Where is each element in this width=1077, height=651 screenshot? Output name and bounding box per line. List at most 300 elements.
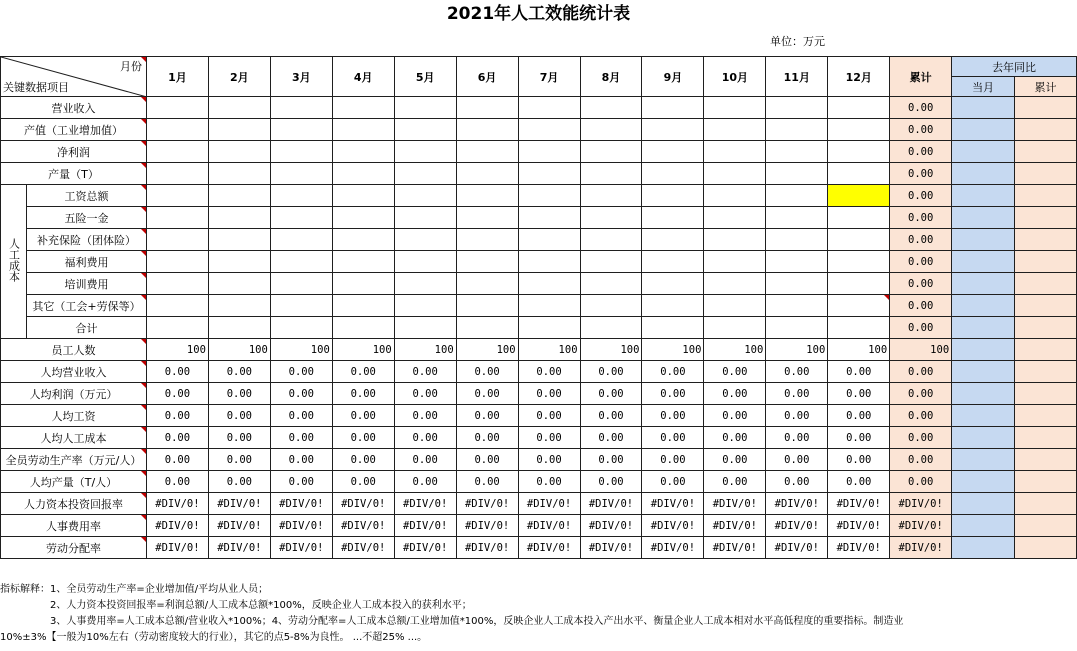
value-cell[interactable] — [642, 273, 704, 295]
value-cell[interactable] — [766, 141, 828, 163]
value-cell[interactable]: 0.00 — [642, 471, 704, 493]
value-cell[interactable] — [642, 317, 704, 339]
value-cell[interactable] — [828, 295, 890, 317]
cumulative-cell[interactable]: 0.00 — [890, 295, 952, 317]
value-cell[interactable]: 0.00 — [766, 449, 828, 471]
value-cell[interactable] — [394, 251, 456, 273]
value-cell[interactable]: 0.00 — [456, 405, 518, 427]
value-cell[interactable]: 0.00 — [704, 361, 766, 383]
cumulative-cell[interactable]: #DIV/0! — [890, 515, 952, 537]
value-cell[interactable]: 0.00 — [394, 383, 456, 405]
value-cell[interactable] — [704, 251, 766, 273]
yoy-month-cell[interactable] — [952, 119, 1015, 141]
cumulative-cell[interactable]: 0.00 — [890, 119, 952, 141]
cumulative-cell[interactable]: 0.00 — [890, 383, 952, 405]
value-cell[interactable] — [456, 229, 518, 251]
month-header[interactable]: 8月 — [580, 57, 642, 97]
value-cell[interactable]: 0.00 — [828, 449, 890, 471]
value-cell[interactable]: 0.00 — [208, 361, 270, 383]
value-cell[interactable]: #DIV/0! — [518, 493, 580, 515]
value-cell[interactable] — [270, 229, 332, 251]
value-cell[interactable]: 100 — [580, 339, 642, 361]
yoy-cumulative-cell[interactable] — [1015, 383, 1077, 405]
value-cell[interactable] — [332, 317, 394, 339]
value-cell[interactable]: 0.00 — [518, 361, 580, 383]
value-cell[interactable] — [146, 185, 208, 207]
value-cell[interactable] — [270, 141, 332, 163]
row-label[interactable]: 营业收入 — [1, 97, 147, 119]
yoy-cumulative-cell[interactable] — [1015, 361, 1077, 383]
month-header[interactable]: 7月 — [518, 57, 580, 97]
value-cell[interactable] — [642, 185, 704, 207]
month-header[interactable]: 5月 — [394, 57, 456, 97]
value-cell[interactable] — [332, 141, 394, 163]
value-cell[interactable] — [580, 229, 642, 251]
value-cell[interactable]: 0.00 — [394, 361, 456, 383]
yoy-month-cell[interactable] — [952, 185, 1015, 207]
value-cell[interactable] — [580, 119, 642, 141]
value-cell[interactable]: #DIV/0! — [146, 537, 208, 559]
value-cell[interactable] — [270, 251, 332, 273]
value-cell[interactable] — [332, 295, 394, 317]
value-cell[interactable] — [580, 185, 642, 207]
yoy-cumulative-cell[interactable] — [1015, 119, 1077, 141]
cumulative-cell[interactable]: 0.00 — [890, 207, 952, 229]
value-cell[interactable]: 0.00 — [456, 471, 518, 493]
value-cell[interactable] — [394, 185, 456, 207]
value-cell[interactable]: 100 — [518, 339, 580, 361]
yoy-month-cell[interactable] — [952, 229, 1015, 251]
cumulative-cell[interactable]: 0.00 — [890, 251, 952, 273]
value-cell[interactable]: 0.00 — [270, 383, 332, 405]
value-cell[interactable]: #DIV/0! — [332, 537, 394, 559]
value-cell[interactable] — [518, 119, 580, 141]
value-cell[interactable] — [642, 295, 704, 317]
value-cell[interactable]: #DIV/0! — [642, 537, 704, 559]
value-cell[interactable]: 0.00 — [580, 471, 642, 493]
value-cell[interactable] — [828, 207, 890, 229]
yoy-month-cell[interactable] — [952, 537, 1015, 559]
cumulative-cell[interactable]: 0.00 — [890, 405, 952, 427]
value-cell[interactable] — [146, 251, 208, 273]
value-cell[interactable]: 0.00 — [580, 405, 642, 427]
value-cell[interactable] — [394, 119, 456, 141]
value-cell[interactable]: 0.00 — [270, 449, 332, 471]
value-cell[interactable] — [270, 185, 332, 207]
value-cell[interactable]: 0.00 — [332, 427, 394, 449]
value-cell[interactable]: 0.00 — [332, 471, 394, 493]
value-cell[interactable]: 0.00 — [580, 383, 642, 405]
value-cell[interactable] — [518, 207, 580, 229]
value-cell[interactable] — [828, 273, 890, 295]
value-cell[interactable]: 0.00 — [704, 471, 766, 493]
month-header[interactable]: 11月 — [766, 57, 828, 97]
value-cell[interactable] — [394, 295, 456, 317]
value-cell[interactable] — [456, 207, 518, 229]
yoy-month-header[interactable]: 当月 — [952, 77, 1015, 97]
row-label[interactable]: 产值（工业增加值） — [1, 119, 147, 141]
value-cell[interactable]: 0.00 — [208, 427, 270, 449]
value-cell[interactable]: 0.00 — [456, 427, 518, 449]
row-label[interactable]: 其它（工会+劳保等） — [26, 295, 146, 317]
yoy-cumulative-cell[interactable] — [1015, 471, 1077, 493]
row-label[interactable]: 产量（T） — [1, 163, 147, 185]
value-cell[interactable]: 0.00 — [394, 471, 456, 493]
yoy-month-cell[interactable] — [952, 449, 1015, 471]
value-cell[interactable]: #DIV/0! — [456, 493, 518, 515]
yoy-month-cell[interactable] — [952, 339, 1015, 361]
cumulative-cell[interactable]: 0.00 — [890, 185, 952, 207]
yoy-cumulative-cell[interactable] — [1015, 141, 1077, 163]
yoy-month-cell[interactable] — [952, 361, 1015, 383]
value-cell[interactable] — [394, 97, 456, 119]
value-cell[interactable] — [208, 207, 270, 229]
value-cell[interactable] — [766, 97, 828, 119]
value-cell[interactable]: #DIV/0! — [704, 537, 766, 559]
cumulative-cell[interactable]: #DIV/0! — [890, 537, 952, 559]
value-cell[interactable] — [146, 119, 208, 141]
value-cell[interactable] — [704, 207, 766, 229]
value-cell[interactable]: #DIV/0! — [146, 515, 208, 537]
value-cell[interactable]: 0.00 — [146, 405, 208, 427]
value-cell[interactable]: 100 — [332, 339, 394, 361]
value-cell[interactable]: 0.00 — [828, 405, 890, 427]
row-label[interactable]: 人均营业收入 — [1, 361, 147, 383]
yoy-month-cell[interactable] — [952, 493, 1015, 515]
value-cell[interactable]: #DIV/0! — [394, 537, 456, 559]
yoy-cumulative-cell[interactable] — [1015, 405, 1077, 427]
value-cell[interactable] — [518, 251, 580, 273]
value-cell[interactable] — [394, 207, 456, 229]
value-cell[interactable]: #DIV/0! — [828, 493, 890, 515]
row-label[interactable]: 福利费用 — [26, 251, 146, 273]
value-cell[interactable]: 0.00 — [456, 449, 518, 471]
value-cell[interactable]: #DIV/0! — [270, 515, 332, 537]
value-cell[interactable]: #DIV/0! — [642, 515, 704, 537]
value-cell[interactable] — [580, 141, 642, 163]
month-header[interactable]: 3月 — [270, 57, 332, 97]
value-cell[interactable] — [270, 317, 332, 339]
value-cell[interactable] — [828, 251, 890, 273]
value-cell[interactable]: 0.00 — [518, 383, 580, 405]
yoy-month-cell[interactable] — [952, 251, 1015, 273]
value-cell[interactable] — [828, 317, 890, 339]
value-cell[interactable] — [146, 207, 208, 229]
yoy-cumulative-cell[interactable] — [1015, 493, 1077, 515]
value-cell[interactable] — [456, 251, 518, 273]
value-cell[interactable] — [828, 119, 890, 141]
yoy-cumulative-cell[interactable] — [1015, 339, 1077, 361]
value-cell[interactable]: #DIV/0! — [394, 515, 456, 537]
cumulative-cell[interactable]: 0.00 — [890, 317, 952, 339]
yoy-month-cell[interactable] — [952, 97, 1015, 119]
value-cell[interactable]: 0.00 — [270, 471, 332, 493]
value-cell[interactable]: 0.00 — [642, 361, 704, 383]
value-cell[interactable] — [518, 229, 580, 251]
value-cell[interactable] — [208, 273, 270, 295]
row-label[interactable]: 人均人工成本 — [1, 427, 147, 449]
value-cell[interactable] — [580, 251, 642, 273]
value-cell[interactable]: 0.00 — [270, 427, 332, 449]
value-cell[interactable]: #DIV/0! — [208, 515, 270, 537]
value-cell[interactable] — [704, 185, 766, 207]
value-cell[interactable] — [642, 251, 704, 273]
row-label[interactable]: 人事费用率 — [1, 515, 147, 537]
value-cell[interactable]: #DIV/0! — [828, 537, 890, 559]
value-cell[interactable]: 0.00 — [332, 383, 394, 405]
value-cell[interactable]: #DIV/0! — [580, 515, 642, 537]
value-cell[interactable] — [456, 97, 518, 119]
value-cell[interactable]: #DIV/0! — [332, 515, 394, 537]
value-cell[interactable]: 0.00 — [704, 427, 766, 449]
value-cell[interactable] — [518, 97, 580, 119]
yoy-cumulative-cell[interactable] — [1015, 97, 1077, 119]
value-cell[interactable]: 0.00 — [518, 449, 580, 471]
labor-cost-group-label[interactable] — [1, 185, 27, 339]
value-cell[interactable]: 0.00 — [270, 405, 332, 427]
value-cell[interactable] — [580, 273, 642, 295]
value-cell[interactable]: #DIV/0! — [394, 493, 456, 515]
value-cell[interactable]: 0.00 — [518, 471, 580, 493]
value-cell[interactable] — [828, 141, 890, 163]
value-cell[interactable]: 0.00 — [456, 361, 518, 383]
value-cell[interactable] — [208, 295, 270, 317]
cumulative-header[interactable]: 累计 — [890, 57, 952, 97]
value-cell[interactable] — [146, 295, 208, 317]
value-cell[interactable]: 100 — [394, 339, 456, 361]
value-cell[interactable] — [332, 207, 394, 229]
yoy-cumulative-cell[interactable] — [1015, 537, 1077, 559]
row-label[interactable]: 补充保险（团体险） — [26, 229, 146, 251]
value-cell[interactable]: 0.00 — [642, 427, 704, 449]
value-cell[interactable]: #DIV/0! — [518, 515, 580, 537]
value-cell[interactable]: 0.00 — [704, 449, 766, 471]
value-cell[interactable] — [394, 141, 456, 163]
value-cell[interactable] — [332, 273, 394, 295]
value-cell[interactable] — [456, 185, 518, 207]
value-cell[interactable]: 100 — [208, 339, 270, 361]
value-cell[interactable] — [394, 163, 456, 185]
value-cell[interactable] — [208, 185, 270, 207]
value-cell[interactable]: 100 — [146, 339, 208, 361]
value-cell[interactable]: 0.00 — [828, 427, 890, 449]
cumulative-cell[interactable]: 0.00 — [890, 427, 952, 449]
value-cell[interactable] — [518, 141, 580, 163]
cumulative-cell[interactable]: 0.00 — [890, 163, 952, 185]
value-cell[interactable]: 100 — [766, 339, 828, 361]
value-cell[interactable] — [332, 251, 394, 273]
value-cell[interactable]: 0.00 — [704, 405, 766, 427]
value-cell[interactable]: #DIV/0! — [704, 515, 766, 537]
value-cell[interactable]: #DIV/0! — [208, 493, 270, 515]
yoy-cumulative-cell[interactable] — [1015, 229, 1077, 251]
yoy-month-cell[interactable] — [952, 163, 1015, 185]
value-cell[interactable]: 0.00 — [642, 383, 704, 405]
value-cell[interactable]: 0.00 — [518, 405, 580, 427]
value-cell[interactable]: 0.00 — [270, 361, 332, 383]
value-cell[interactable] — [704, 317, 766, 339]
value-cell[interactable] — [642, 163, 704, 185]
value-cell[interactable]: 0.00 — [518, 427, 580, 449]
row-label[interactable]: 净利润 — [1, 141, 147, 163]
yoy-month-cell[interactable] — [952, 515, 1015, 537]
cumulative-cell[interactable]: 0.00 — [890, 229, 952, 251]
value-cell[interactable] — [766, 163, 828, 185]
value-cell[interactable] — [518, 185, 580, 207]
row-label[interactable]: 人力资本投资回报率 — [1, 493, 147, 515]
value-cell[interactable] — [332, 119, 394, 141]
value-cell[interactable]: 0.00 — [766, 471, 828, 493]
value-cell[interactable] — [456, 317, 518, 339]
value-cell[interactable] — [270, 207, 332, 229]
yoy-cumulative-cell[interactable] — [1015, 515, 1077, 537]
value-cell[interactable] — [766, 295, 828, 317]
value-cell[interactable] — [208, 97, 270, 119]
value-cell[interactable]: 0.00 — [828, 383, 890, 405]
value-cell[interactable] — [518, 163, 580, 185]
row-label[interactable]: 培训费用 — [26, 273, 146, 295]
value-cell[interactable]: 0.00 — [208, 405, 270, 427]
value-cell[interactable]: 0.00 — [394, 449, 456, 471]
yoy-cumulative-cell[interactable] — [1015, 273, 1077, 295]
row-label[interactable]: 人均工资 — [1, 405, 147, 427]
value-cell[interactable] — [704, 163, 766, 185]
cumulative-cell[interactable]: 0.00 — [890, 97, 952, 119]
value-cell[interactable]: 0.00 — [766, 361, 828, 383]
value-cell[interactable] — [580, 207, 642, 229]
value-cell[interactable]: #DIV/0! — [332, 493, 394, 515]
yoy-month-cell[interactable] — [952, 141, 1015, 163]
value-cell[interactable] — [828, 229, 890, 251]
value-cell[interactable] — [518, 273, 580, 295]
value-cell[interactable] — [208, 119, 270, 141]
value-cell[interactable]: 0.00 — [146, 427, 208, 449]
yoy-month-cell[interactable] — [952, 383, 1015, 405]
value-cell[interactable] — [270, 273, 332, 295]
value-cell[interactable] — [828, 185, 890, 207]
value-cell[interactable] — [704, 119, 766, 141]
value-cell[interactable] — [580, 295, 642, 317]
month-header[interactable]: 12月 — [828, 57, 890, 97]
value-cell[interactable] — [642, 229, 704, 251]
value-cell[interactable] — [394, 273, 456, 295]
value-cell[interactable] — [208, 163, 270, 185]
value-cell[interactable]: #DIV/0! — [828, 515, 890, 537]
row-label[interactable]: 员工人数 — [1, 339, 147, 361]
month-header[interactable]: 6月 — [456, 57, 518, 97]
value-cell[interactable] — [332, 97, 394, 119]
value-cell[interactable] — [208, 251, 270, 273]
value-cell[interactable]: 0.00 — [642, 449, 704, 471]
cumulative-cell[interactable]: 0.00 — [890, 471, 952, 493]
value-cell[interactable]: 100 — [704, 339, 766, 361]
row-label[interactable]: 合计 — [26, 317, 146, 339]
value-cell[interactable]: 0.00 — [766, 427, 828, 449]
value-cell[interactable] — [518, 317, 580, 339]
value-cell[interactable] — [208, 141, 270, 163]
value-cell[interactable] — [456, 295, 518, 317]
yoy-month-cell[interactable] — [952, 471, 1015, 493]
value-cell[interactable]: 0.00 — [456, 383, 518, 405]
value-cell[interactable]: 0.00 — [580, 427, 642, 449]
value-cell[interactable] — [332, 185, 394, 207]
value-cell[interactable] — [518, 295, 580, 317]
row-label[interactable]: 五险一金 — [26, 207, 146, 229]
yoy-cumulative-cell[interactable] — [1015, 185, 1077, 207]
value-cell[interactable] — [704, 229, 766, 251]
value-cell[interactable]: #DIV/0! — [270, 537, 332, 559]
cumulative-cell[interactable]: 0.00 — [890, 141, 952, 163]
yoy-cumulative-cell[interactable] — [1015, 295, 1077, 317]
value-cell[interactable] — [580, 163, 642, 185]
value-cell[interactable] — [766, 229, 828, 251]
value-cell[interactable] — [642, 97, 704, 119]
value-cell[interactable]: 0.00 — [332, 405, 394, 427]
value-cell[interactable]: 100 — [828, 339, 890, 361]
value-cell[interactable] — [208, 317, 270, 339]
yoy-cumulative-cell[interactable] — [1015, 251, 1077, 273]
value-cell[interactable] — [270, 97, 332, 119]
value-cell[interactable]: 0.00 — [580, 449, 642, 471]
value-cell[interactable] — [704, 273, 766, 295]
row-label[interactable]: 劳动分配率 — [1, 537, 147, 559]
row-label[interactable]: 人均产量（T/人） — [1, 471, 147, 493]
value-cell[interactable]: #DIV/0! — [766, 515, 828, 537]
month-header[interactable]: 2月 — [208, 57, 270, 97]
value-cell[interactable] — [580, 97, 642, 119]
value-cell[interactable]: #DIV/0! — [580, 537, 642, 559]
value-cell[interactable]: 100 — [270, 339, 332, 361]
value-cell[interactable] — [332, 163, 394, 185]
value-cell[interactable]: 0.00 — [208, 449, 270, 471]
value-cell[interactable]: #DIV/0! — [766, 537, 828, 559]
yoy-month-cell[interactable] — [952, 273, 1015, 295]
yoy-cumulative-header[interactable]: 累计 — [1015, 77, 1077, 97]
value-cell[interactable]: 0.00 — [704, 383, 766, 405]
value-cell[interactable] — [208, 229, 270, 251]
header-diagonal-cell[interactable] — [1, 57, 147, 97]
value-cell[interactable]: 0.00 — [146, 471, 208, 493]
value-cell[interactable] — [146, 163, 208, 185]
yoy-cumulative-cell[interactable] — [1015, 317, 1077, 339]
value-cell[interactable] — [456, 119, 518, 141]
value-cell[interactable] — [146, 317, 208, 339]
yoy-cumulative-cell[interactable] — [1015, 207, 1077, 229]
value-cell[interactable] — [146, 141, 208, 163]
value-cell[interactable]: 0.00 — [766, 383, 828, 405]
value-cell[interactable] — [394, 317, 456, 339]
value-cell[interactable]: #DIV/0! — [208, 537, 270, 559]
value-cell[interactable] — [704, 295, 766, 317]
value-cell[interactable]: #DIV/0! — [766, 493, 828, 515]
value-cell[interactable]: #DIV/0! — [270, 493, 332, 515]
value-cell[interactable]: #DIV/0! — [580, 493, 642, 515]
cumulative-cell[interactable]: 0.00 — [890, 361, 952, 383]
cumulative-cell[interactable]: 0.00 — [890, 273, 952, 295]
value-cell[interactable]: 100 — [642, 339, 704, 361]
month-header[interactable]: 9月 — [642, 57, 704, 97]
value-cell[interactable] — [766, 207, 828, 229]
value-cell[interactable]: 0.00 — [208, 471, 270, 493]
month-header[interactable]: 10月 — [704, 57, 766, 97]
value-cell[interactable]: 0.00 — [394, 405, 456, 427]
row-label[interactable]: 全员劳动生产率（万元/人） — [1, 449, 147, 471]
value-cell[interactable] — [828, 163, 890, 185]
value-cell[interactable] — [766, 185, 828, 207]
yoy-month-cell[interactable] — [952, 427, 1015, 449]
value-cell[interactable] — [766, 251, 828, 273]
yoy-header[interactable]: 去年同比 — [952, 57, 1077, 77]
